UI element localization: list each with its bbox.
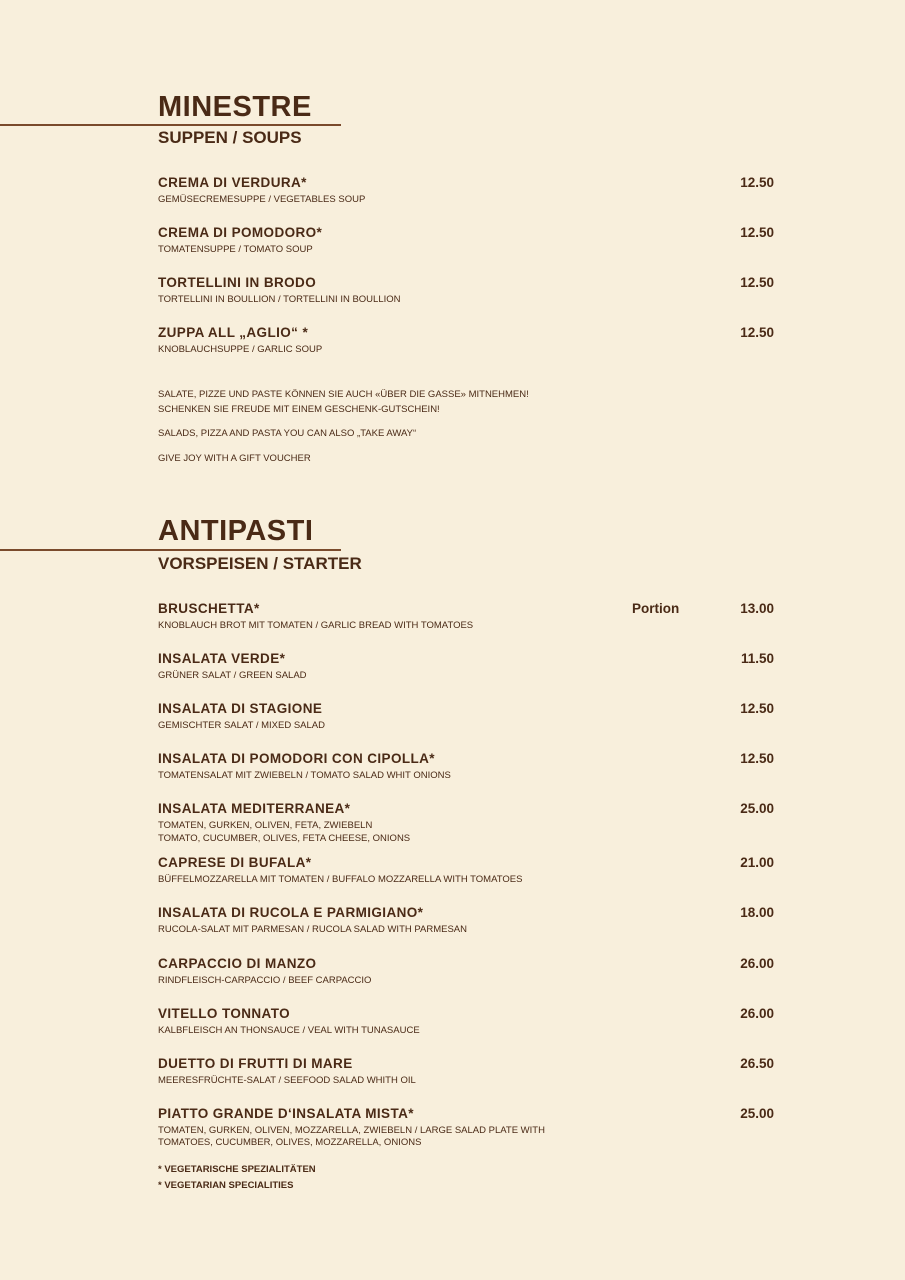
item-name: INSALATA DI POMODORI CON CIPOLLA* [158,751,435,766]
item-name: DUETTO DI FRUTTI DI MARE [158,1056,353,1071]
gift-voucher-note-de: SCHENKEN SIE FREUDE MIT EINEM GESCHENK-GUTSCHEIN! [158,404,440,415]
item-description: TORTELLINI IN BOULLION / TORTELLINI IN BOULLION [158,294,401,305]
section-divider [0,124,341,126]
menu-item [158,175,778,206]
item-description: RINDFLEISCH-CARPACCIO / BEEF CARPACCIO [158,975,372,986]
item-price: 12.50 [740,275,774,290]
item-price: 11.50 [740,651,774,666]
menu-item [158,601,778,632]
item-portion: Portion [632,601,680,616]
menu-item [158,1006,778,1037]
item-description: TOMATENSUPPE / TOMATO SOUP [158,244,313,255]
item-price: 18.00 [740,905,774,920]
menu-item [158,956,778,987]
item-description: BÜFFELMOZZARELLA MIT TOMATEN / BUFFALO MOZZARELLA WITH TOMATOES [158,874,523,885]
section-subtitle-antipasti: VORSPEISEN / STARTER [158,554,362,573]
item-name: CARPACCIO DI MANZO [158,956,317,971]
item-description: KALBFLEISCH AN THONSAUCE / VEAL WITH TUNASAUCE [158,1025,420,1036]
item-description: TOMATEN, GURKEN, OLIVEN, MOZZARELLA, ZWIEBELN / LARGE SALAD PLATE WITH [158,1125,545,1136]
item-description: MEERESFRÜCHTE-SALAT / SEEFOOD SALAD WHITH OIL [158,1075,416,1086]
item-name: CREMA DI VERDURA* [158,175,307,190]
item-name: INSALATA DI RUCOLA E PARMIGIANO* [158,905,424,920]
section-divider [0,549,341,551]
item-description: KNOBLAUCHSUPPE / GARLIC SOUP [158,344,323,355]
item-description: TOMATENSALAT MIT ZWIEBELN / TOMATO SALAD WHIT ONIONS [158,770,451,781]
item-price: 25.00 [740,801,774,816]
menu-item [158,1106,778,1149]
section-title-minestre: MINESTRE [158,91,312,123]
item-description: RUCOLA-SALAT MIT PARMESAN / RUCOLA SALAD WITH PARMESAN [158,924,467,935]
section-title-antipasti: ANTIPASTI [158,515,314,547]
item-price: 26.00 [740,1006,774,1021]
item-name: INSALATA VERDE* [158,651,286,666]
menu-item [158,855,778,886]
item-description: KNOBLAUCH BROT MIT TOMATEN / GARLIC BREAD WITH TOMATOES [158,620,474,631]
item-description-2: TOMATOES, CUCUMBER, OLIVES, MOZZARELLA, ONIONS [158,1137,422,1148]
menu-item [158,905,778,936]
item-name: BRUSCHETTA* [158,601,260,616]
menu-item [158,651,778,682]
item-price: 26.50 [740,1056,774,1071]
item-price: 12.50 [740,701,774,716]
item-price: 25.00 [740,1106,774,1121]
item-price: 26.00 [740,956,774,971]
menu-item [158,801,778,845]
section-subtitle-minestre: SUPPEN / SOUPS [158,128,302,147]
item-price: 12.50 [740,751,774,766]
footnote-vegetarian-de: * VEGETARISCHE SPEZIALITÄTEN [158,1164,316,1175]
item-description: TOMATEN, GURKEN, OLIVEN, FETA, ZWIEBELN [158,820,373,831]
item-price: 12.50 [740,325,774,340]
item-price: 12.50 [740,225,774,240]
menu-item [158,325,778,356]
menu-item [158,701,778,732]
item-name: VITELLO TONNATO [158,1006,291,1021]
menu-item [158,751,778,782]
item-price: 12.50 [740,175,774,190]
item-name: ZUPPA ALL „AGLIO“ * [158,325,309,340]
item-price: 21.00 [740,855,774,870]
item-name: PIATTO GRANDE D‘INSALATA MISTA* [158,1106,414,1121]
item-description: GEMISCHTER SALAT / MIXED SALAD [158,720,325,731]
item-name: CREMA DI POMODORO* [158,225,323,240]
item-description: GEMÜSECREMESUPPE / VEGETABLES SOUP [158,194,366,205]
takeaway-note-de: SALATE, PIZZE UND PASTE KÖNNEN SIE AUCH «ÜBER DIE GASSE» MITNEHMEN! [158,389,529,400]
footnote-vegetarian-en: * VEGETARIAN SPECIALITIES [158,1180,294,1191]
menu-item [158,1056,778,1087]
item-name: CAPRESE DI BUFALA* [158,855,312,870]
item-description: GRÜNER SALAT / GREEN SALAD [158,670,307,681]
item-price: 13.00 [740,601,774,616]
menu-item [158,275,778,306]
takeaway-note-en: SALADS, PIZZA AND PASTA YOU CAN ALSO „TAKE AWAY“ [158,428,417,439]
item-name: INSALATA DI STAGIONE [158,701,323,716]
item-name: INSALATA MEDITERRANEA* [158,801,351,816]
menu-item [158,225,778,256]
item-name: TORTELLINI IN BRODO [158,275,317,290]
gift-voucher-note-en: GIVE JOY WITH A GIFT VOUCHER [158,453,311,464]
item-description-2: TOMATO, CUCUMBER, OLIVES, FETA CHEESE, ONIONS [158,833,411,844]
